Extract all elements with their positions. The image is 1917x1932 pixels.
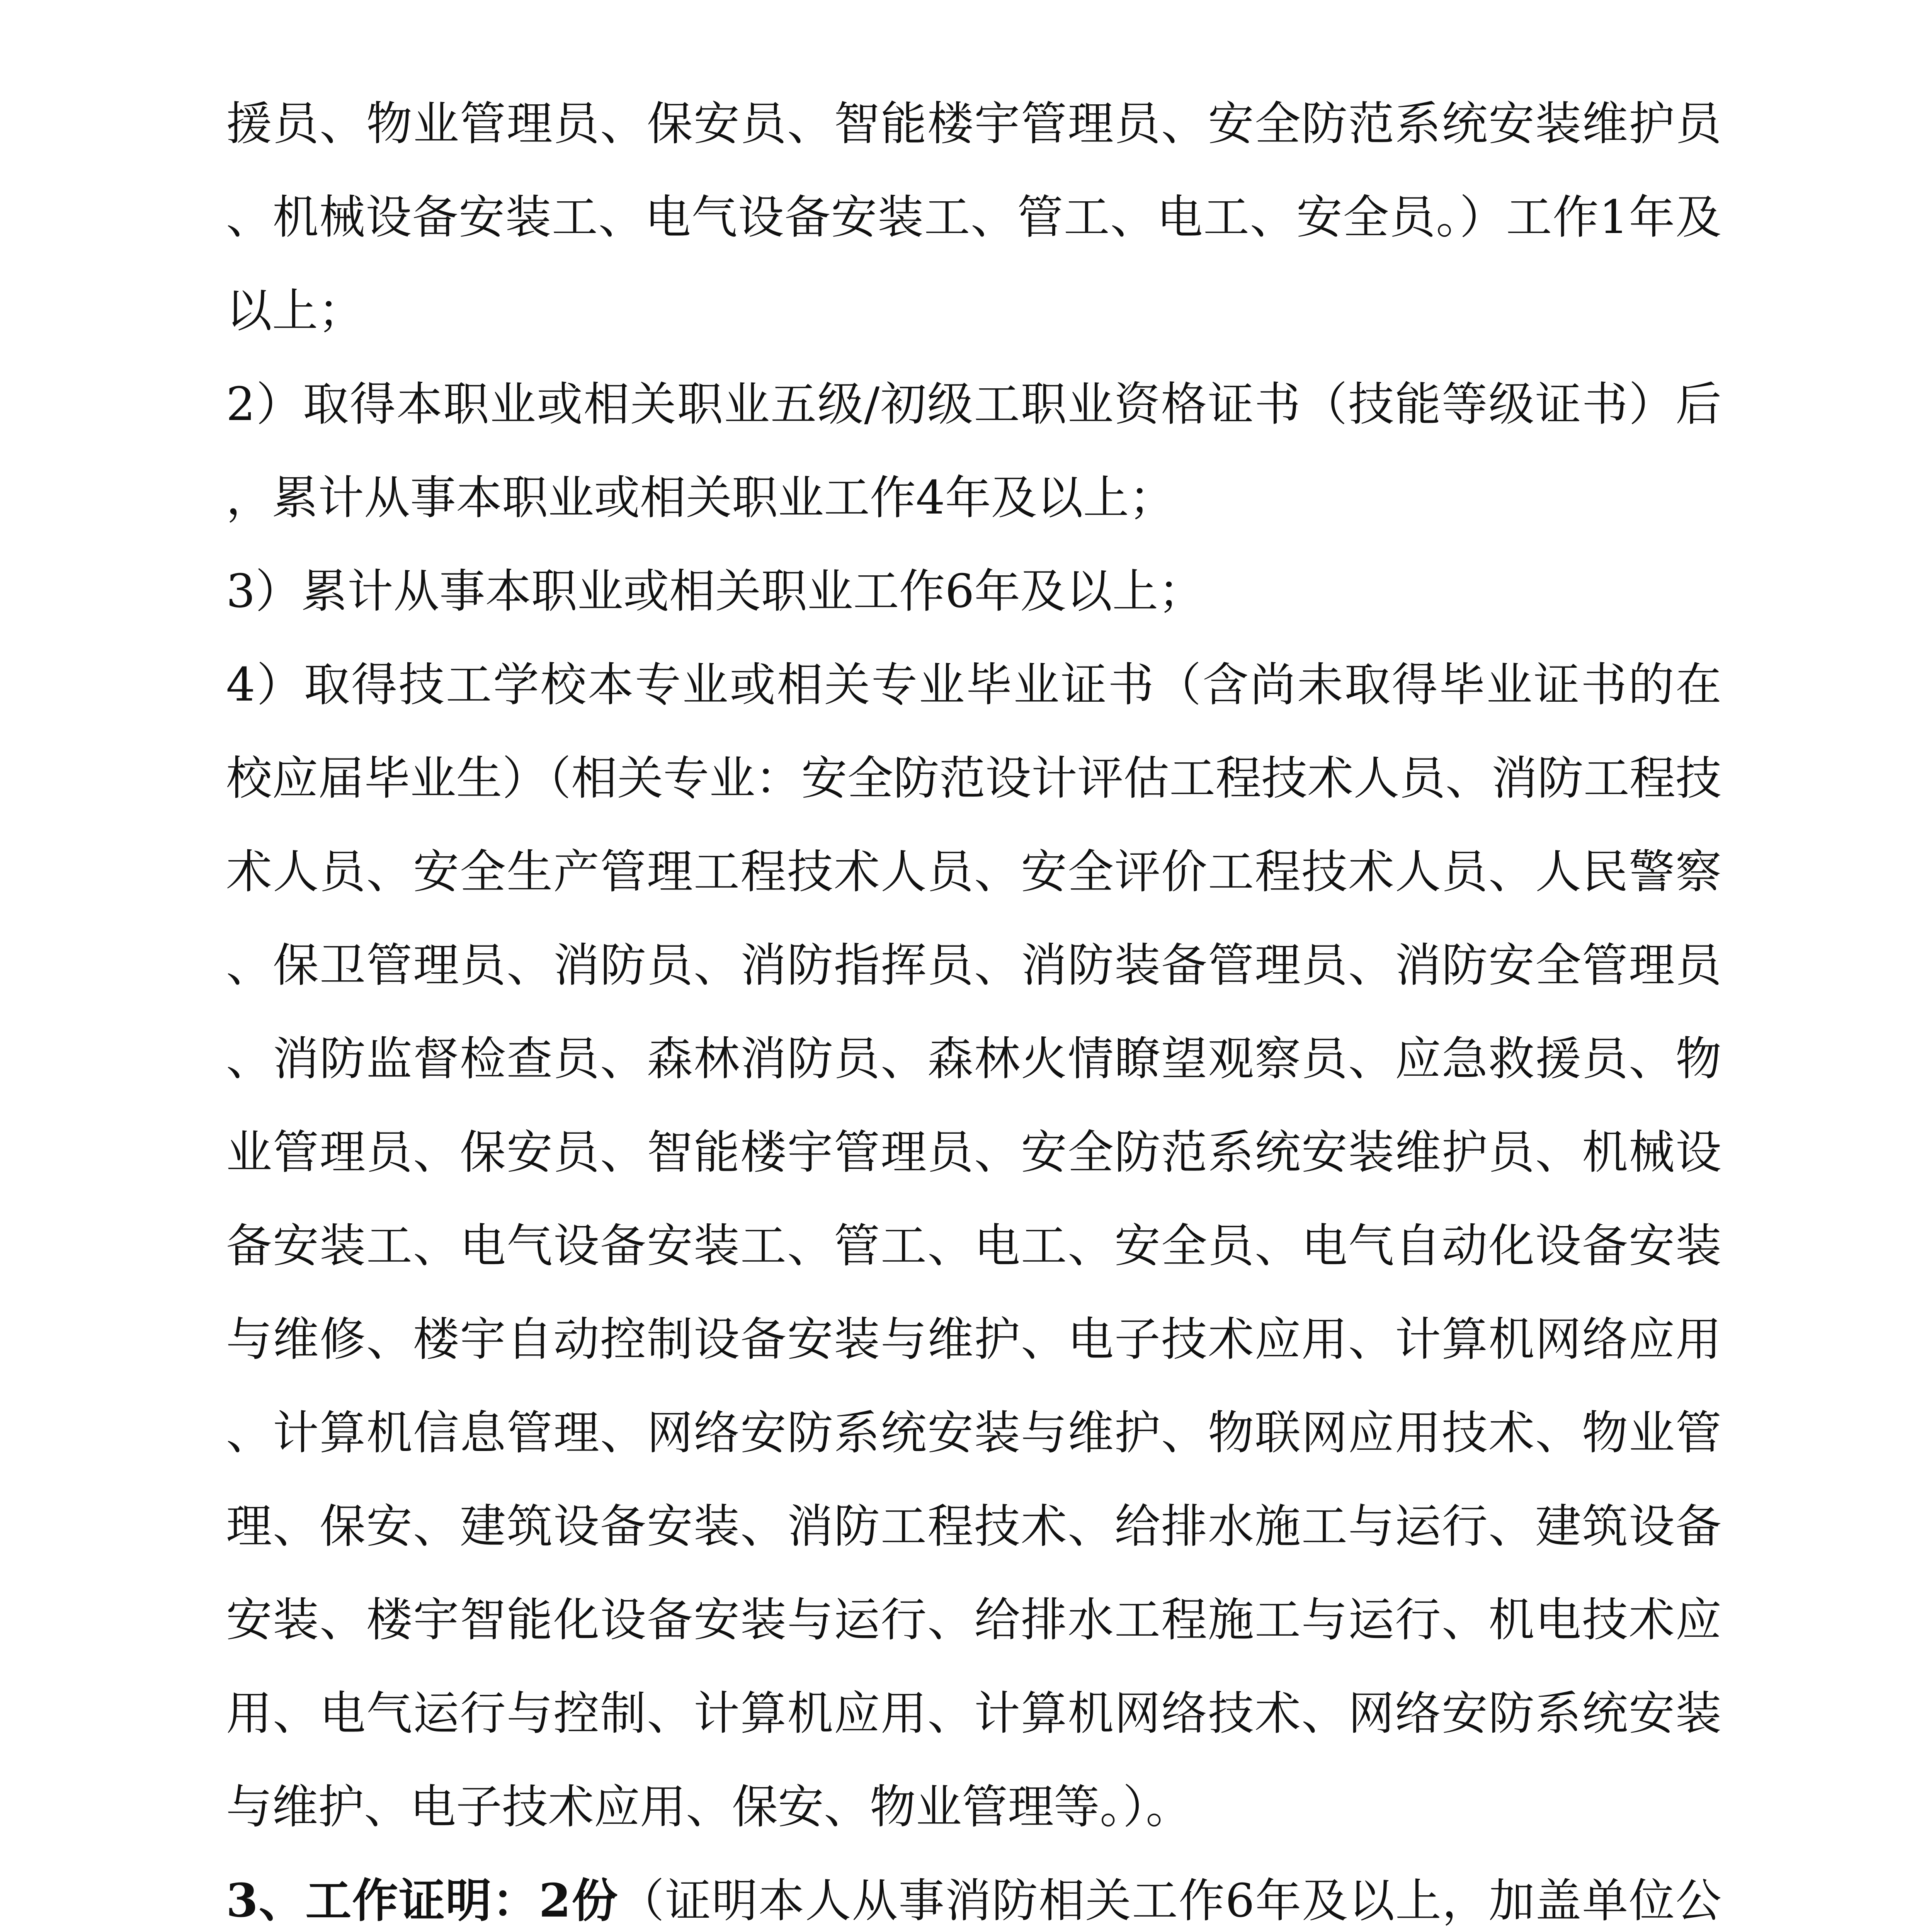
paragraph-continuation: 援员、物业管理员、保安员、智能楼宇管理员、安全防范系统安装维护员、机械设备安装工、电气设备安装工、管工、电工、安全员。）工作1年及以上； — [226, 97, 1721, 338]
section-heading-work-certificate: 3、工作证明：2份 — [226, 1874, 619, 1928]
paragraph-work-certificate — [226, 1854, 1721, 1932]
paragraph-condition-3: 3）累计从事本职业或相关职业工作6年及以上； — [226, 565, 1204, 618]
document-body — [226, 77, 1721, 1932]
paragraph-condition-4: 4）取得技工学校本专业或相关专业毕业证书（含尚未取得毕业证书的在校应届毕业生）（相关专业：安全防范设计评估工程技术人员、消防工程技术人员、安全生产管理工程技术人员、安全评价工程技术人员、人民警察、保卫管理员、消防员、消防指挥员、消防装备管理员、消防安全管理员、消防监督检查员、森林消防员、森林火情瞭望观察员、应急救援员、物业管理员、保安员、智能楼宇管理员、安全防范系统安装维护员、机械设备安装工、电气设备安装工、管工、电工、安全员、电气自动化设备安装与维修、楼宇自动控制设备安装与维护、电子技术应用、计算机网络应用、计算机信息管理、网络安防系统安装与维护、物联网应用技术、物业管理、保安、建筑设备安装、消防工程技术、给排水施工与运行、建筑设备安装、楼宇智能化设备安装与运行、给排水工程施工与运行、机电技术应用、电气运行与控制、计算机应用、计算机网络技术、网络安防系统安装与维护、电子技术应用、保安、物业管理等。）。 — [226, 658, 1721, 1834]
paragraph-condition-2: 2）取得本职业或相关职业五级/初级工职业资格证书（技能等级证书）后，累计从事本职业或相关职业工作4年及以上； — [226, 378, 1721, 525]
work-certificate-text: （证明本人从事消防相关工作6年及以上，加盖单位公 — [618, 1874, 1721, 1928]
